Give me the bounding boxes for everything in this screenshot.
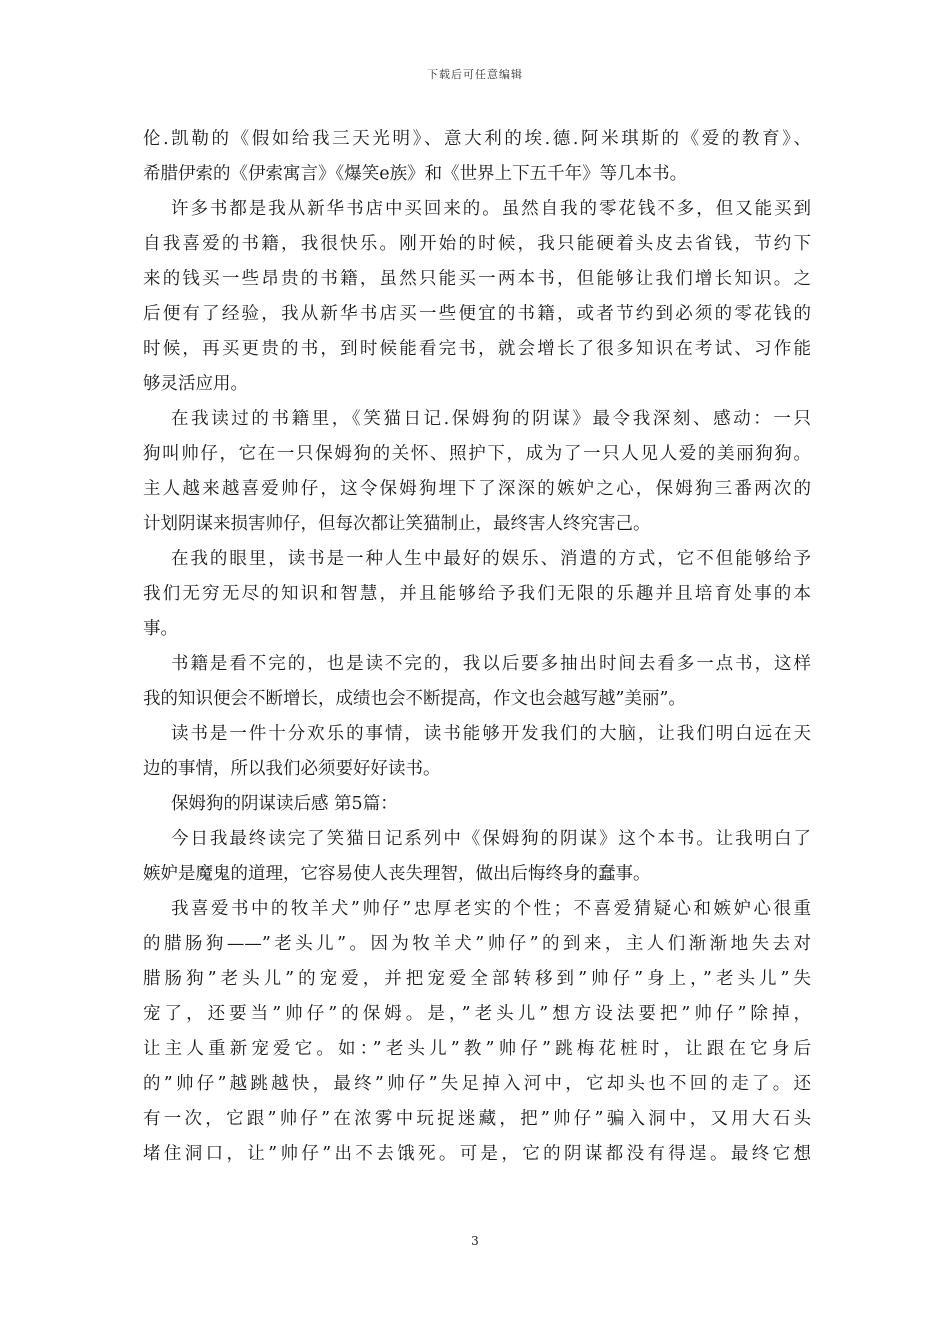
text-line: 今日我最终读完了笑猫日记系列中《保姆狗的阴谋》这个本书。让我明白了 (171, 829, 811, 849)
text-line: 边的事情，所以我们必须要好好读书。 (143, 759, 441, 779)
text-line: 的”帅仔”越跳越快，最终”帅仔”失足掉入河中，它却头也不回的走了。还 (143, 1074, 811, 1094)
text-line: 事。 (143, 619, 178, 639)
text-line: 让主人重新宠爱它。如：”老头儿”教”帅仔”跳梅花桩时，让跟在它身后 (143, 1039, 811, 1059)
text-line: 够灵活应用。 (143, 374, 248, 394)
text-line: 我的知识便会不断增长，成绩也会不断提高，作文也会越写越”美丽”。 (143, 689, 686, 709)
text-line: 伦.凯勒的《假如给我三天光明》、意大利的埃.德.阿米琪斯的《爱的教育》、 (143, 129, 811, 149)
text-line: 我喜爱书中的牧羊犬”帅仔”忠厚老实的个性；不喜爱猜疑心和嫉妒心很重 (171, 899, 811, 919)
text-line: 宠了，还要当”帅仔”的保姆。是，”老头儿”想方设法要把”帅仔”除掉， (143, 1004, 811, 1024)
text-line: 许多书都是我从新华书店中买回来的。虽然自我的零花钱不多，但又能买到 (171, 199, 811, 219)
text-line: 主人越来越喜爱帅仔，这令保姆狗埋下了深深的嫉妒之心，保姆狗三番两次的 (143, 479, 811, 499)
text-line: 保姆狗的阴谋读后感 第5篇： (171, 794, 398, 814)
text-line: 来的钱买一些昂贵的书籍，虽然只能买一两本书，但能够让我们增长知识。之 (143, 269, 811, 289)
text-line: 狗叫帅仔，它在一只保姆狗的关怀、照护下，成为了一只人见人爱的美丽狗狗。 (143, 444, 811, 464)
text-line: 我们无穷无尽的知识和智慧，并且能够给予我们无限的乐趣并且培育处事的本 (143, 584, 811, 604)
page-body (143, 122, 811, 1172)
text-line: 在我读过的书籍里，《笑猫日记.保姆狗的阴谋》最令我深刻、感动：一只 (171, 409, 811, 429)
text-line: 有一次，它跟”帅仔”在浓雾中玩捉迷藏，把”帅仔”骗入洞中，又用大石头 (143, 1109, 811, 1129)
text-line: 书籍是看不完的，也是读不完的，我以后要多抽出时间去看多一点书，这样 (171, 654, 811, 674)
page-header: 下载后可任意编辑 (427, 68, 523, 81)
text-line: 的腊肠狗——”老头儿”。因为牧羊犬”帅仔”的到来，主人们渐渐地失去对 (143, 934, 811, 954)
text-line: 时候，再买更贵的书，到时候能看完书，就会增长了很多知识在考试、习作能 (143, 339, 811, 359)
text-line: 读书是一件十分欢乐的事情，读书能够开发我们的大脑，让我们明白远在天 (171, 724, 811, 744)
text-line: 后便有了经验，我从新华书店买一些便宜的书籍，或者节约到必须的零花钱的 (143, 304, 811, 324)
text-line: 腊肠狗”老头儿”的宠爱，并把宠爱全部转移到”帅仔”身上，”老头儿”失 (143, 969, 811, 989)
text-line: 嫉妒是魔鬼的道理，它容易使人丧失理智，做出后悔终身的蠢事。 (143, 864, 651, 884)
text-line: 希腊伊索的《伊索寓言》《爆笑e族》和《世界上下五千年》等几本书。 (143, 164, 688, 184)
text-line: 自我喜爱的书籍，我很快乐。刚开始的时候，我只能硬着头皮去省钱，节约下 (143, 234, 811, 254)
text-line: 计划阴谋来损害帅仔，但每次都让笑猫制止，最终害人终究害己。 (143, 514, 651, 534)
page-number: 3 (471, 1234, 479, 1248)
text-line: 堵住洞口，让”帅仔”出不去饿死。可是，它的阴谋都没有得逞。最终它想 (143, 1144, 811, 1164)
text-line: 在我的眼里，读书是一种人生中最好的娱乐、消遣的方式，它不但能够给予 (171, 549, 811, 569)
